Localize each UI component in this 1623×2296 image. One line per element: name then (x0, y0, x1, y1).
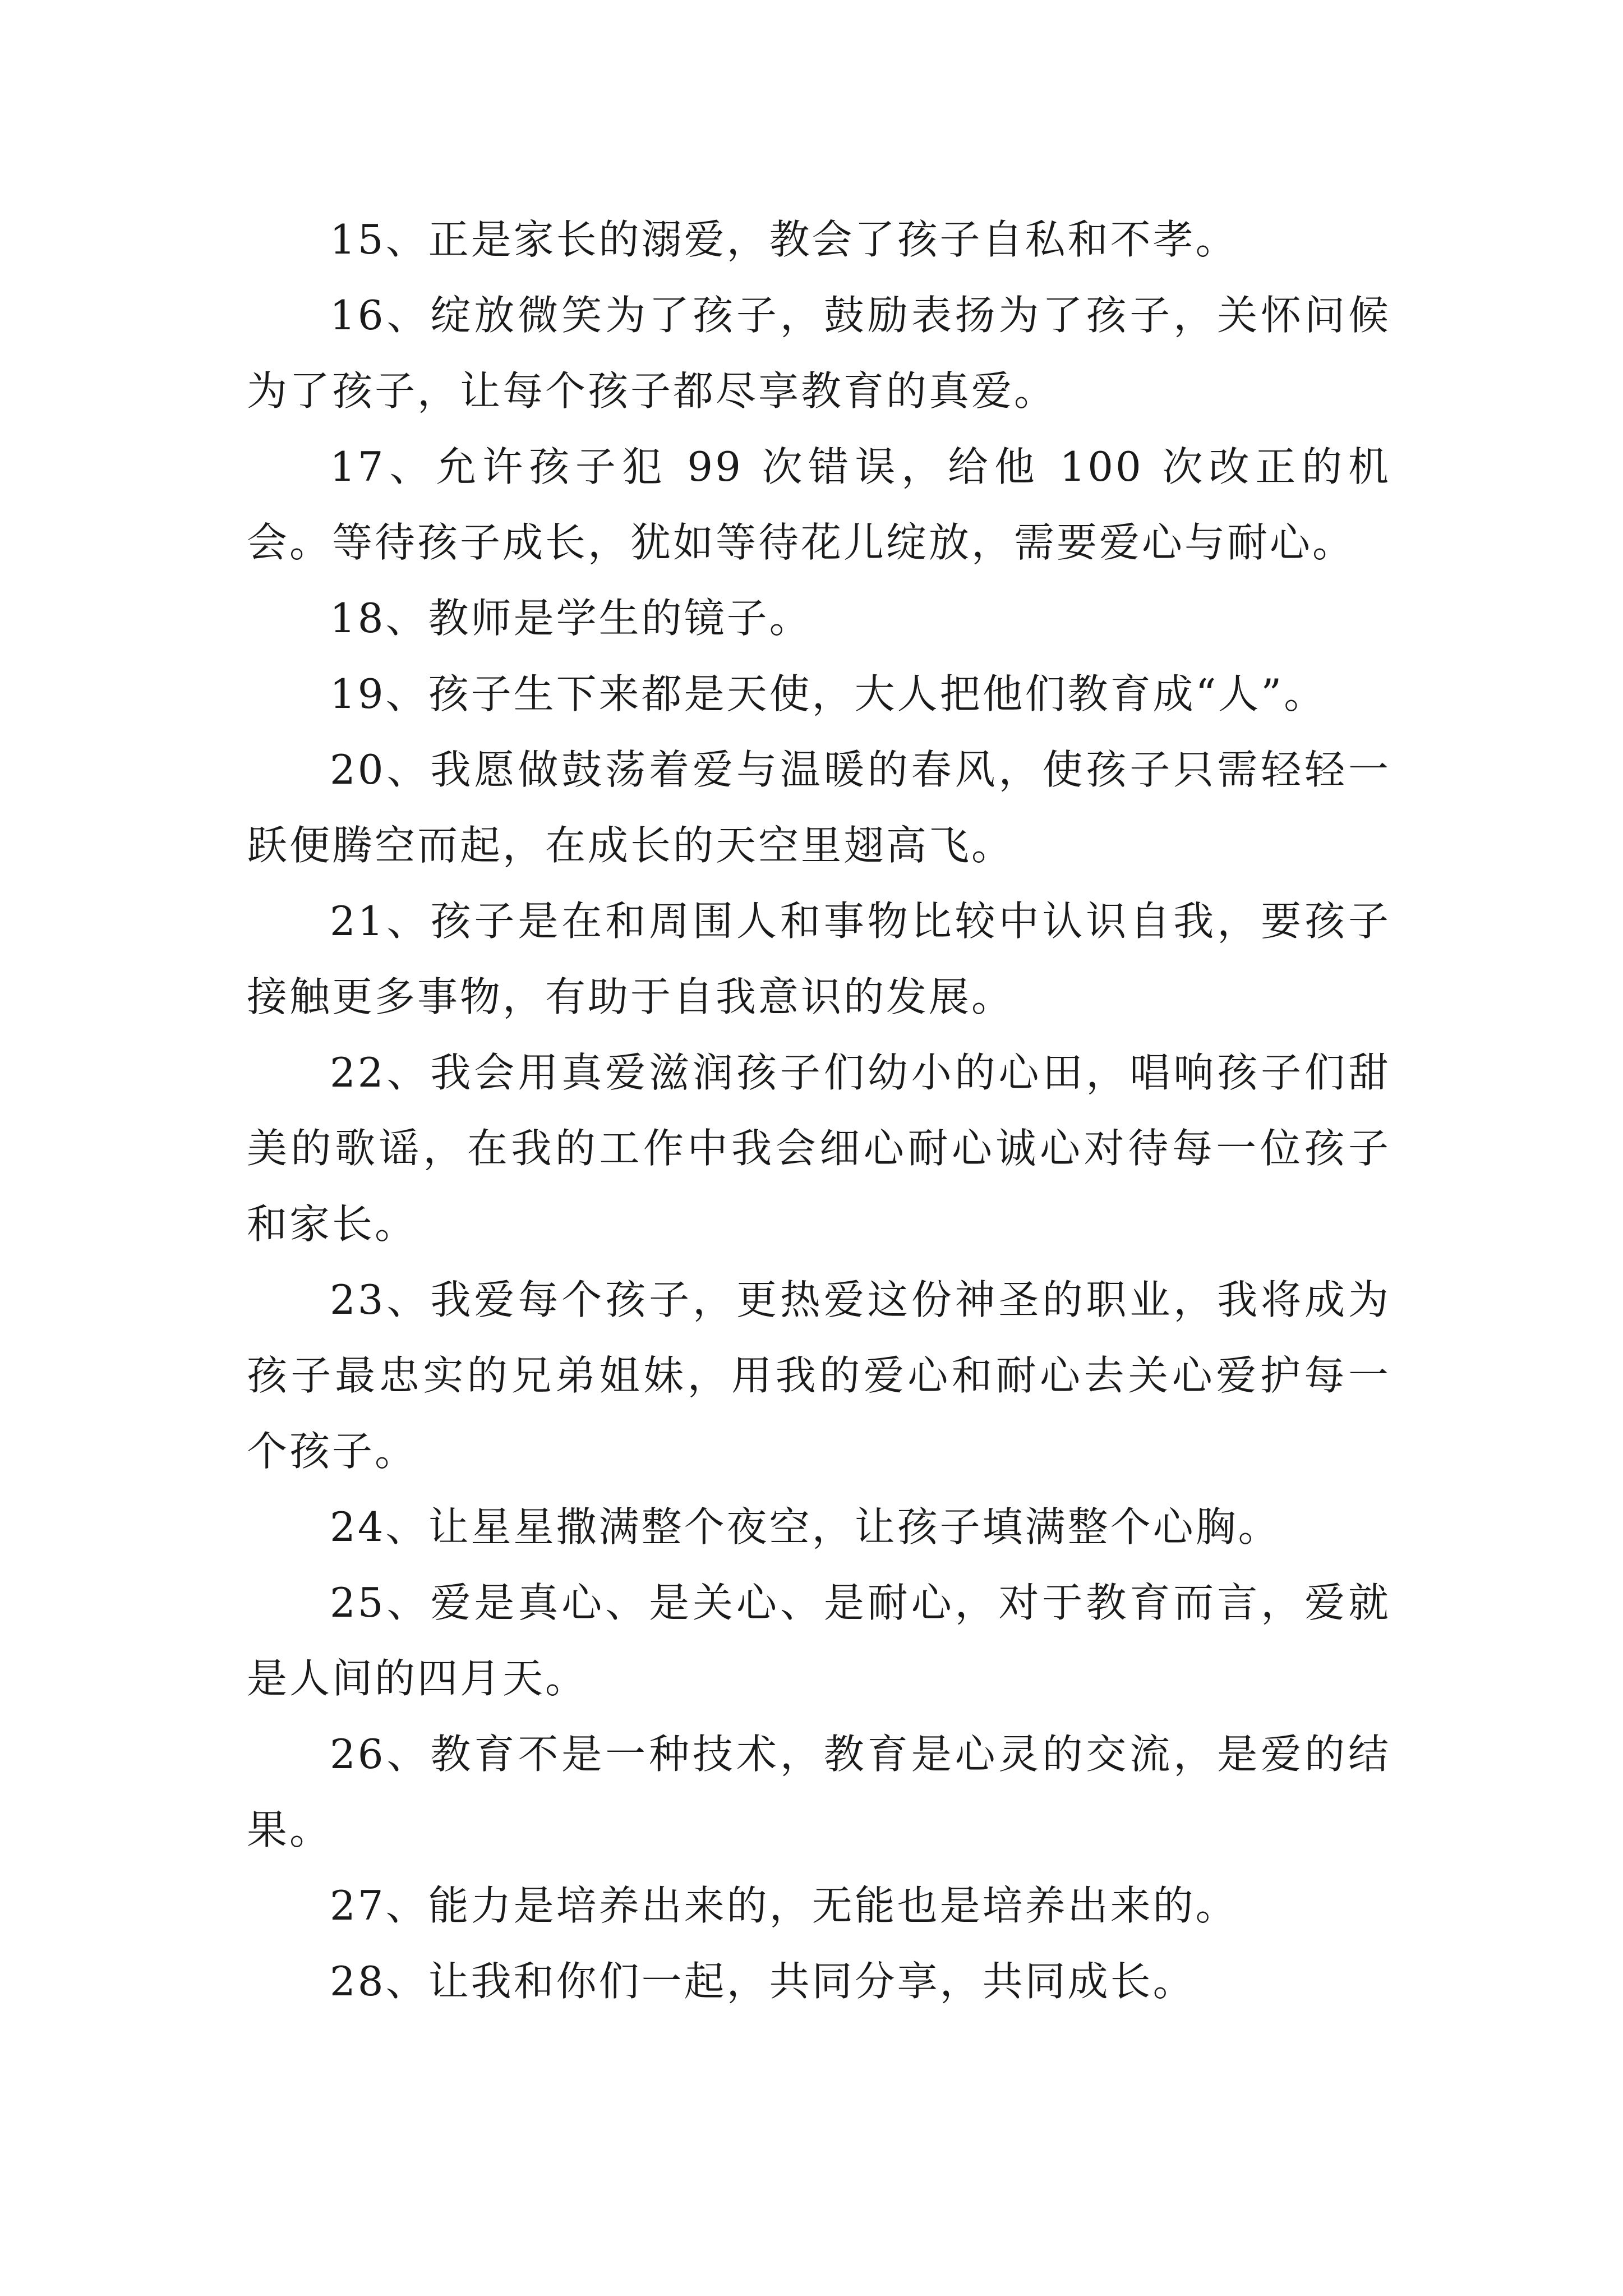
paragraph-18: 18、教师是学生的镜子。 (330, 595, 812, 642)
paragraph-21: 21、孩子是在和周围人和事物比较中认识自我，要孩子接触更多事物，有助于自我意识的发展。 (247, 898, 1391, 1020)
paragraph-23: 23、我爱每个孩子，更热爱这份神圣的职业，我将成为孩子最忠实的兄弟姐妹，用我的爱心和耐心去关心爱护每一个孩子。 (247, 1276, 1391, 1475)
paragraph-22: 22、我会用真爱滋润孩子们幼小的心田，唱响孩子们甜美的歌谣，在我的工作中我会细心耐心诚心对待每一位孩子和家长。 (247, 1049, 1391, 1248)
paragraph-24: 24、让星星撒满整个夜空，让孩子填满整个心胸。 (330, 1503, 1281, 1550)
paragraph-27: 27、能力是培养出来的，无能也是培养出来的。 (330, 1882, 1238, 1929)
paragraph-26: 26、教育不是一种技术，教育是心灵的交流，是爱的结果。 (247, 1731, 1391, 1853)
paragraph-16: 16、绽放微笑为了孩子，鼓励表扬为了孩子，关怀问候为了孩子，让每个孩子都尽享教育的真爱。 (247, 292, 1391, 415)
paragraph-25: 25、爱是真心、是关心、是耐心，对于教育而言，爱就是人间的四月天。 (247, 1579, 1391, 1702)
paragraph-19: 19、孩子生下来都是天使，大人把他们教育成“人”。 (330, 670, 1327, 717)
paragraph-28: 28、让我和你们一起，共同分享，共同成长。 (330, 1958, 1196, 2005)
paragraph-17: 17、允许孩子犯 99 次错误，给他 100 次改正的机会。等待孩子成长，犹如等待花儿绽放，需要爱心与耐心。 (247, 443, 1391, 566)
paragraph-15: 15、正是家长的溺爱，教会了孩子自私和不孝。 (330, 216, 1238, 263)
paragraph-20: 20、我愿做鼓荡着爱与温暖的春风，使孩子只需轻轻一跃便腾空而起，在成长的天空里翅高飞。 (247, 746, 1391, 869)
document-body (247, 202, 1391, 2019)
